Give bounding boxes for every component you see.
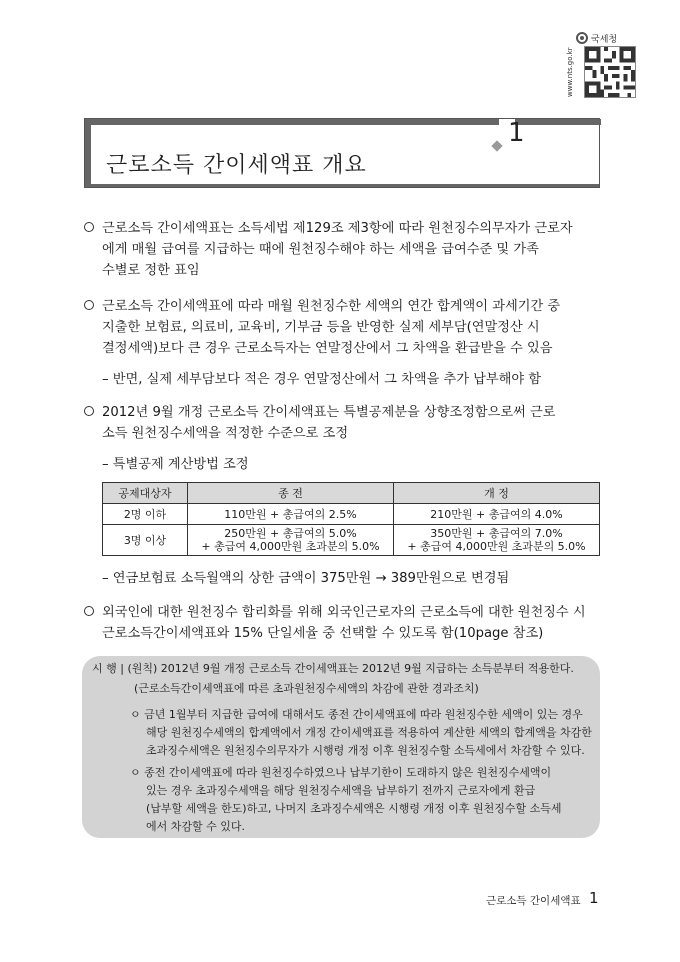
table-header: 공제대상자: [103, 483, 188, 504]
bullet-line: 수별로 정한 표임: [102, 263, 200, 278]
table-cell-line: + 총급여 4,000만원 초과분의 5.0%: [201, 540, 380, 553]
notice-item-line: 에서 차감할 수 있다.: [146, 820, 245, 833]
circle-bullet-icon: [84, 606, 94, 616]
chapter-number: 1: [508, 118, 525, 148]
page-title: 근로소득 간이세액표 개요: [106, 153, 367, 178]
sub-item: – 특별공제 계산방법 조정: [102, 457, 249, 472]
notice-line: (근로소득간이세액표에 따른 초과원천징수세액의 차감에 관한 경과조치): [134, 682, 479, 695]
table-cell: 210만원 + 총급여의 4.0%: [394, 504, 600, 525]
notice-item-line: 해당 원천징수세액의 합계액에서 개정 간이세액표를 적용하여 계산한 세액의 합계액을 차감한: [146, 726, 592, 739]
footer-title: 근로소득 간이세액표: [486, 895, 581, 907]
bullet-line: 근로소득 간이세액표는 소득세법 제129조 제3항에 따라 원천징수의무자가 근로자: [102, 221, 573, 236]
table-cell-line: 250만원 + 총급여의 5.0%: [224, 527, 357, 540]
page-number: 1: [589, 889, 599, 907]
bullet-line: 외국인에 대한 원천징수 합리화를 위해 외국인근로자의 근로소득에 대한 원천징수 시: [102, 605, 586, 620]
site-url: www.nts.go.kr: [566, 47, 574, 97]
bullet-item: [84, 296, 600, 359]
nts-logo: [576, 30, 636, 46]
notice-item-line: (납부할 세액을 한도)하고, 나머지 초과징수세액은 시행령 개정 이후 원천징수할 소득세: [146, 802, 562, 815]
notice-item-line: ㅇ 종전 간이세액표에 따라 원천징수하였으나 납부기한이 도래하지 않은 원천징수세액이: [130, 766, 552, 779]
logo-text: 국세청: [591, 34, 618, 45]
bullet-line: 2012년 9월 개정 근로소득 간이세액표는 특별공제분을 상향조정함으로써 근로: [102, 405, 556, 420]
sub-item: – 연금보험료 소득월액의 상한 금액이 375만원 → 389만원으로 변경됨: [102, 571, 510, 586]
bullet-item: [84, 402, 600, 444]
table-header: 개 정: [394, 483, 600, 504]
table-header: 종 전: [188, 483, 394, 504]
bullet-line: 근로소득간이세액표와 15% 단일세율 중 선택할 수 있도록 함(10page 참조): [102, 626, 544, 641]
bullet-line: 근로소득 간이세액표에 따라 매월 원천징수한 세액의 연간 합계액이 과세기간 중: [102, 299, 561, 314]
table-cell: 3명 이상: [103, 525, 188, 556]
table-cell-line: 350만원 + 총급여의 7.0%: [430, 527, 563, 540]
table-cell-line: + 총급여 4,000만원 초과분의 5.0%: [407, 540, 586, 553]
circle-bullet-icon: [84, 406, 94, 416]
table-row: [103, 504, 600, 525]
nts-logo-icon: [576, 32, 588, 44]
table-row: [103, 525, 600, 556]
circle-bullet-icon: [84, 222, 94, 232]
bullet-line: 지출한 보험료, 의료비, 교육비, 기부금 등을 반영한 실제 세부담(연말정산 시: [102, 320, 540, 335]
notice-item-line: 있는 경우 초과징수세액을 해당 원천징수세액을 납부하기 전까지 근로자에게 환급: [146, 784, 536, 797]
table-cell: 2명 이하: [103, 504, 188, 525]
sub-item: – 반면, 실제 세부담보다 적은 경우 연말정산에서 그 차액을 추가 납부해야 함: [102, 372, 542, 387]
bullet-line: 소득 원천징수세액을 적정한 수준으로 조정: [102, 426, 349, 441]
bullet-item: [84, 602, 600, 644]
bullet-item: [84, 218, 600, 281]
qr-code-icon: [584, 46, 636, 98]
bullet-line: 결정세액)보다 큰 경우 근로소득자는 연말정산에서 그 차액을 환급받을 수 있음: [102, 341, 553, 356]
notice-item-line: 초과징수세액은 원천징수의무자가 시행령 개정 이후 원천징수할 소득세에서 차감할 수 있다.: [146, 744, 585, 757]
table-cell: [394, 525, 600, 556]
deduction-table: [102, 482, 600, 556]
table-cell: 110만원 + 총급여의 2.5%: [188, 504, 394, 525]
circle-bullet-icon: [84, 300, 94, 310]
table-cell: [188, 525, 394, 556]
notice-line: 시 행 | (원칙) 2012년 9월 개정 근로소득 간이세액표는 2012년 9월 지급하는 소득분부터 적용한다.: [92, 662, 574, 675]
notice-item-line: ㅇ 금년 1월부터 지급한 급여에 대해서도 종전 간이세액표에 따라 원천징수한 세액이 있는 경우: [130, 708, 583, 721]
bullet-line: 에게 매월 급여를 지급하는 때에 원천징수해야 하는 세액을 급여수준 및 가족: [102, 242, 539, 257]
